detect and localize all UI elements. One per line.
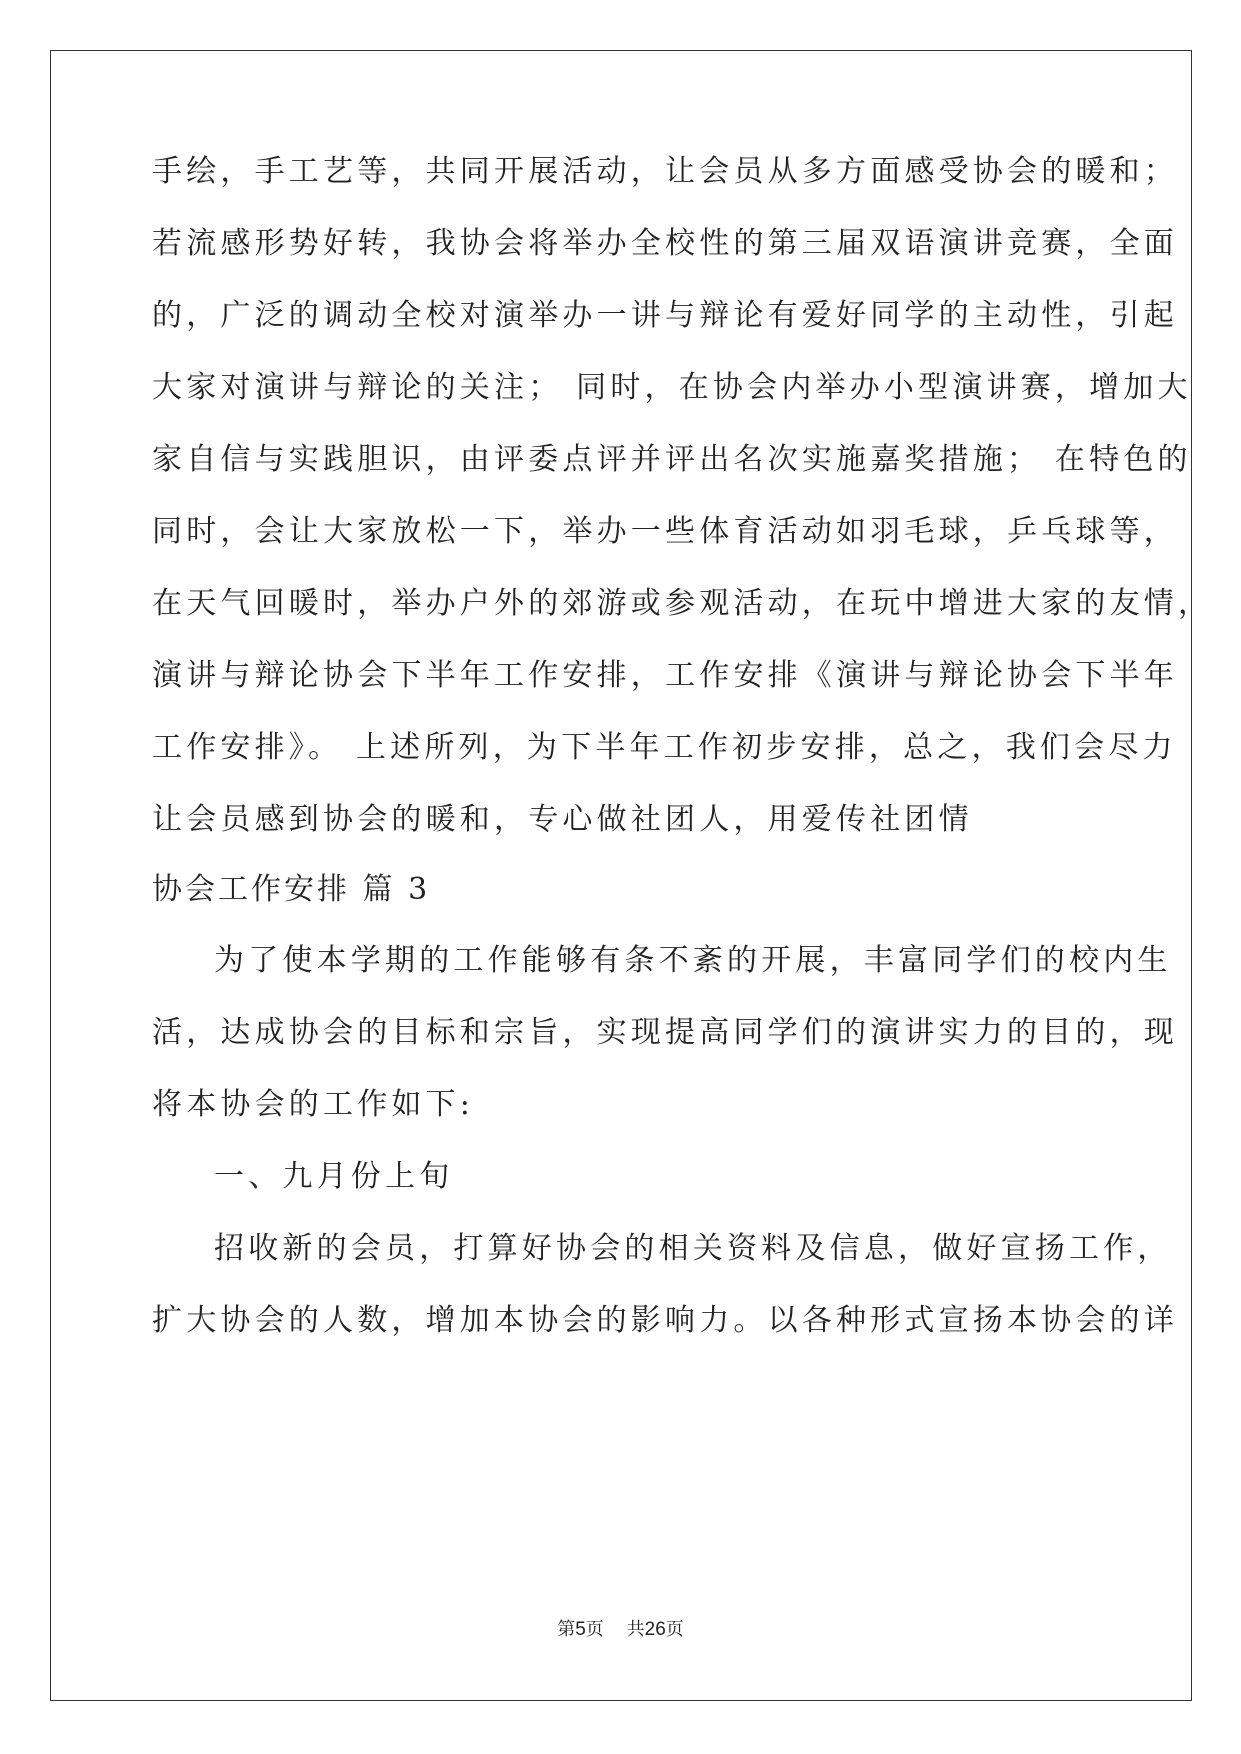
text-line: 招收新的会员，打算好协会的相关资料及信息，做好宣扬工作， <box>214 1231 1172 1266</box>
footer-total-suffix: 页 <box>665 1619 684 1640</box>
text-line: 为了使本学期的工作能够有条不紊的开展，丰富同学们的校内生 <box>214 943 1172 978</box>
text-line: 同时，会让大家放松一下，举办一些体育活动如羽毛球，乒乓球等， <box>152 514 1178 549</box>
text-line: 让会员感到协会的暖和，专心做社团人，用爱传社团情 <box>152 802 973 837</box>
text-line: 演讲与辩论协会下半年工作安排，工作安排《演讲与辩论协会下半年 <box>152 658 1178 693</box>
text-line: 若流感形势好转，我协会将举办全校性的第三届双语演讲竞赛，全面 <box>152 226 1178 261</box>
section-heading: 协会工作安排 篇 3 <box>152 872 431 907</box>
text-line: 家自信与实践胆识，由评委点评并评出名次实施嘉奖措施； 在特色的 <box>152 442 1192 477</box>
text-line: 扩大协会的人数，增加本协会的影响力。以各种形式宣扬本协会的详 <box>152 1303 1178 1338</box>
text-line: 大家对演讲与辩论的关注； 同时，在协会内举办小型演讲赛，增加大 <box>152 370 1192 405</box>
text-line: 将本协会的工作如下: <box>152 1087 475 1122</box>
text-line: 在天气回暖时，举办户外的郊游或参观活动，在玩中增进大家的友情， <box>152 586 1213 621</box>
footer-total-pages: 26 <box>644 1619 666 1640</box>
text-line: 工作安排》。 上述所列，为下半年工作初步安排，总之，我们会尽力 <box>152 730 1177 765</box>
subheading: 一、九月份上旬 <box>214 1159 454 1194</box>
page-footer <box>0 1619 1241 1641</box>
footer-page-suffix: 页 <box>585 1619 604 1640</box>
footer-prefix: 第 <box>557 1619 576 1640</box>
footer-page-number: 5 <box>575 1619 586 1640</box>
text-line: 活，达成协会的目标和宗旨，实现提高同学们的演讲实力的目的，现 <box>152 1015 1178 1050</box>
text-line: 的，广泛的调动全校对演举办一讲与辩论有爱好同学的主动性，引起 <box>152 298 1178 333</box>
footer-total-prefix: 共 <box>626 1619 645 1640</box>
text-line: 手绘，手工艺等，共同开展活动，让会员从多方面感受协会的暖和； <box>152 154 1178 189</box>
